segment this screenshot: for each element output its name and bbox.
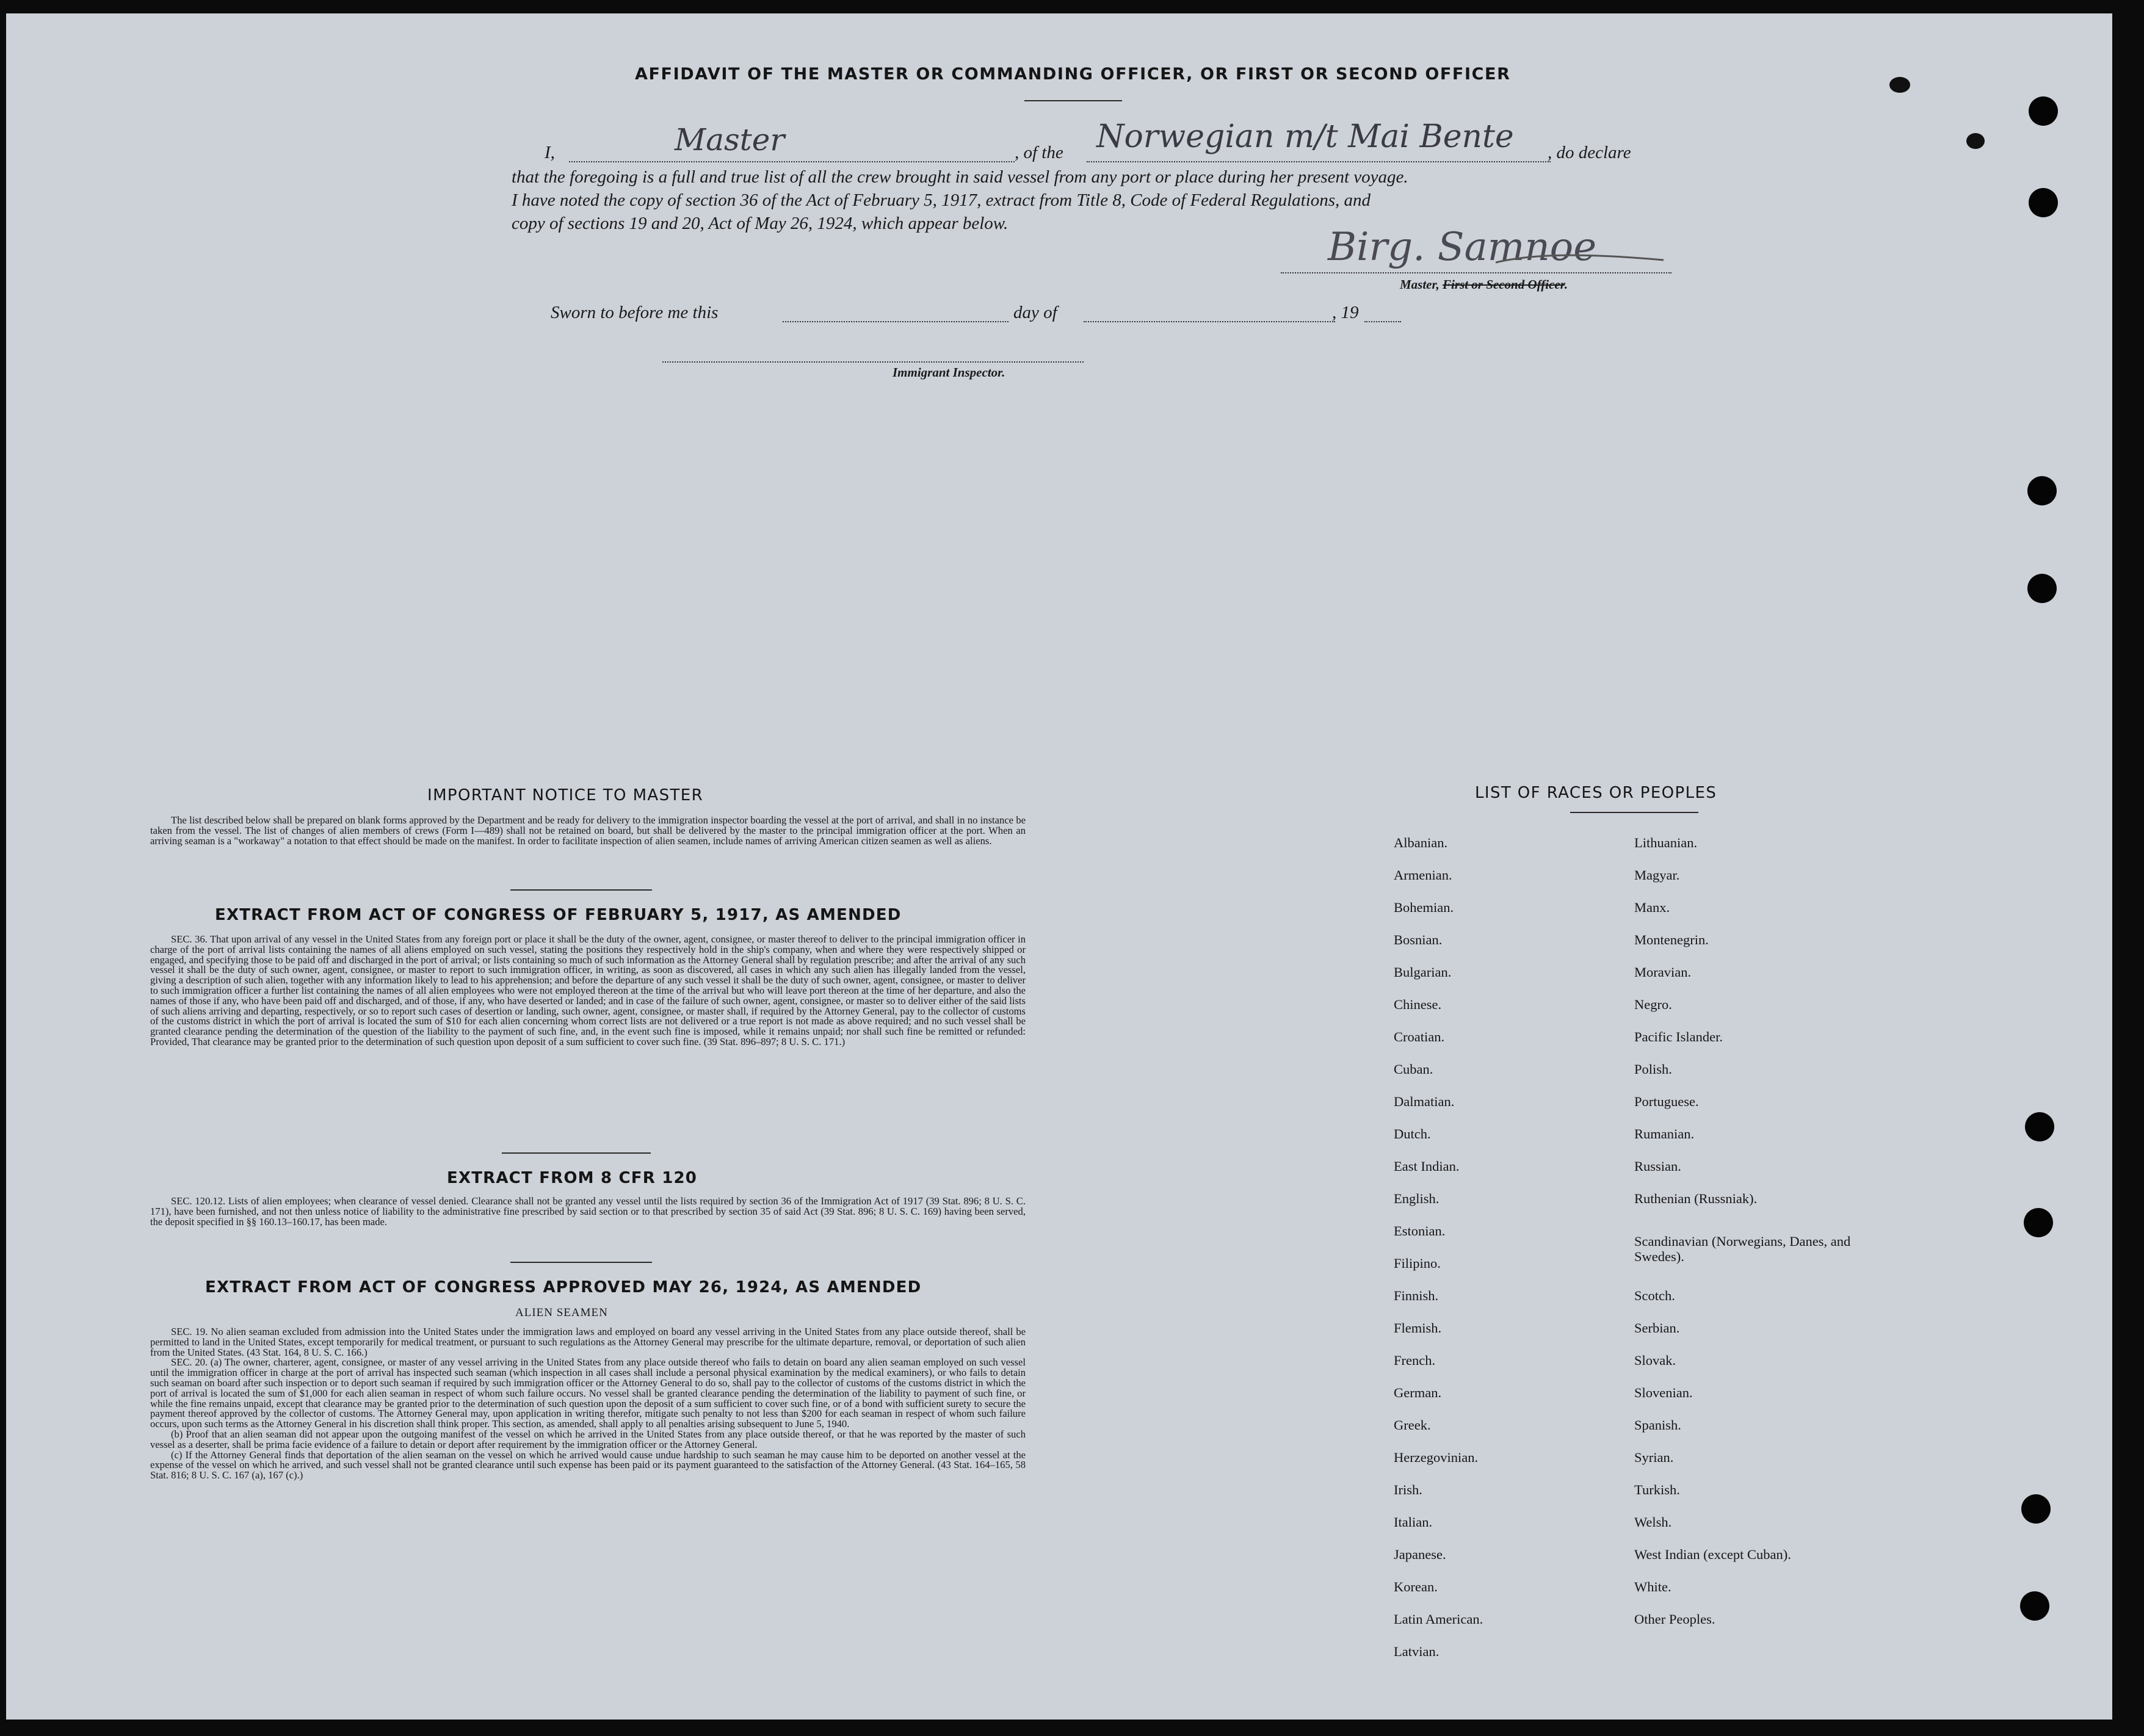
- race-item: Greek.: [1394, 1417, 1431, 1433]
- blank-sworn-day: [783, 321, 1009, 322]
- race-item: Croatian.: [1394, 1029, 1445, 1044]
- extract-cfr-body: [150, 1196, 1026, 1227]
- race-item: Korean.: [1394, 1579, 1438, 1594]
- race-item: Negro.: [1634, 997, 1672, 1012]
- signature: Birg. Samnoe: [1328, 225, 1597, 270]
- notice-body: [150, 816, 1026, 846]
- punch-hole: [2025, 1112, 2054, 1141]
- section-120-12-paragraph: SEC. 120.12. Lists of alien employees; when clearance of vessel denied. Clearance shall not be granted any vessel until the lists required by section 36 of the Immigration Act of 1917 (39 Stat. 896; 8 U. S. C. 171), have been furnished, and not then unless notice of liability to the administrative fine prescribed by said section or to that prescribed by section 35 of said Act (39 Stat. 896; 8 U. S. C. 169) having been served, the deposit specified in §§ 160.13–160.17, has been made.: [150, 1195, 1026, 1228]
- race-item: English.: [1394, 1191, 1440, 1206]
- notice-paragraph: The list described below shall be prepared on blank forms approved by the Department and be ready for delivery to the immigration inspector boarding the vessel at the port of arrival, and shall in no instance be taken from the vessel. The list of changes of alien members of crews (Form I—489) shall not be retained on board, but shall be delivered by the master to the principal immigration officer at the port. When an arriving seaman is a "workaway" a notation to that effect should be made on the manifest. In order to facilitate inspection of alien seamen, include names of arriving American citizen seamen as well as aliens.: [150, 814, 1026, 847]
- section-rule: [510, 889, 652, 891]
- race-item: Polish.: [1634, 1061, 1672, 1077]
- section-20a-paragraph: SEC. 20. (a) The owner, charterer, agent, consignee, or master of any vessel arriving in the United States from any place outside thereof who fails to detain on board any alien seaman employed on such vessel until the immigration officer in charge at the port of arrival has inspected such seaman (which inspection in all cases shall include a personal physical examination by the medical examiners), or who fails to detain such seaman on board after such inspection or to deport such seaman if required by such immigration officer or the Attorney General to do so, shall pay to the collector of customs of the customs district in which the port of arrival is located the sum of $1,000 for each alien seaman in respect of whom such failure occurs. No vessel shall be granted clearance pending the determination of the liability to payment of such fine, or while the fine remains unpaid, except that clearance may be granted prior to the determination of such question upon the deposit of a sum sufficient to cover such fine, or of a bond with sufficient surety to secure the payment thereof approved by the collector of customs. The Attorney General may, upon application in writing therefor, mitigate such penalty to not less than $200 for each seaman in respect of whom such failure occurs, upon such terms as the Attorney General in his discretion shall think proper. This section, as amended, shall apply to all penalties arising subsequent to June 5, 1940.: [150, 1356, 1026, 1430]
- sworn-year: , 19: [1332, 303, 1359, 322]
- race-item: Russian.: [1634, 1159, 1681, 1174]
- race-item: Pacific Islander.: [1634, 1029, 1723, 1044]
- blank-sworn-year: [1364, 321, 1401, 322]
- alien-seamen-subtitle: ALIEN SEAMEN: [515, 1306, 608, 1319]
- punch-hole: [2027, 476, 2057, 505]
- race-item: Scandinavian (Norwegians, Danes, and Swedes).: [1634, 1234, 1851, 1264]
- race-item: Portuguese.: [1634, 1094, 1699, 1109]
- caption-period: .: [1564, 277, 1568, 292]
- race-item: German.: [1394, 1385, 1442, 1400]
- ink-blot: [1966, 133, 1985, 149]
- race-item: Finnish.: [1394, 1288, 1439, 1303]
- punch-hole: [2029, 188, 2058, 217]
- race-item: Latvian.: [1394, 1644, 1440, 1659]
- sworn-day-of: day of: [1013, 303, 1057, 322]
- race-item: Bohemian.: [1394, 900, 1454, 915]
- race-item: Manx.: [1634, 900, 1670, 915]
- ink-blot: [1889, 77, 1910, 93]
- race-item: Slovenian.: [1634, 1385, 1693, 1400]
- blank-sworn-month: [1084, 321, 1335, 322]
- sworn-text: Sworn to before me this: [551, 303, 719, 322]
- signature-line: [1281, 272, 1671, 273]
- caption-master: Master,: [1400, 277, 1443, 292]
- race-item: Bosnian.: [1394, 932, 1443, 947]
- race-item: Ruthenian (Russniak).: [1634, 1191, 1758, 1206]
- race-item: West Indian (except Cuban).: [1634, 1547, 1791, 1562]
- notice-title: IMPORTANT NOTICE TO MASTER: [427, 786, 704, 805]
- race-item: Albanian.: [1394, 835, 1448, 850]
- race-item: Moravian.: [1634, 964, 1692, 980]
- race-item: East Indian.: [1394, 1159, 1460, 1174]
- race-item: Other Peoples.: [1634, 1611, 1715, 1627]
- decl-line-2: that the foregoing is a full and true list of all the crew brought in said vessel from any port or place during her present voyage.: [512, 167, 1408, 187]
- race-item: Japanese.: [1394, 1547, 1446, 1562]
- race-item: White.: [1634, 1579, 1671, 1594]
- extract-1924-title: EXTRACT FROM ACT OF CONGRESS APPROVED MAY 26, 1924, AS AMENDED: [205, 1278, 922, 1297]
- race-item: Italian.: [1394, 1514, 1433, 1530]
- race-item: Syrian.: [1634, 1450, 1674, 1465]
- punch-hole: [2024, 1208, 2053, 1237]
- race-item: Flemish.: [1394, 1320, 1442, 1336]
- punch-hole: [2020, 1591, 2049, 1621]
- section-19-paragraph: SEC. 19. No alien seaman excluded from admission into the United States under the immigration laws and employed on board any vessel arriving in the United States from any place outside thereof, shall be permitted to land in the United States, except temporarily for medical treatment, or pursuant to such regulations as the Attorney General may prescribe for the ultimate departure, removal, or deportation of such alien from the United States. (43 Stat. 164, 8 U. S. C. 166.): [150, 1326, 1026, 1358]
- race-item: Armenian.: [1394, 867, 1452, 883]
- race-item: Dutch.: [1394, 1126, 1431, 1141]
- decl-do-declare: , do declare: [1548, 143, 1631, 162]
- race-item: Bulgarian.: [1394, 964, 1452, 980]
- punch-hole: [2021, 1494, 2051, 1524]
- races-rule: [1570, 812, 1698, 813]
- race-item: French.: [1394, 1353, 1436, 1368]
- handwritten-rank: Master: [675, 122, 785, 157]
- handwritten-vessel: Norwegian m/t Mai Bente: [1096, 118, 1514, 155]
- inspector-caption: Immigrant Inspector.: [893, 365, 1005, 380]
- race-item: Scotch.: [1634, 1288, 1675, 1303]
- decl-line-4: copy of sections 19 and 20, Act of May 26, 1924, which appear below.: [512, 214, 1009, 233]
- signature-caption: [1400, 277, 1568, 292]
- section-20c-paragraph: (c) If the Attorney General finds that deportation of the alien seaman on the vessel on which he arrived would cause undue hardship to such seaman he may cause him to be deported on another vessel at the expense of the vessel on which he arrived, and such vessel shall not be granted clearance until such expense has been paid or its payment guaranteed to the satisfaction of the Attorney General. (43 Stat. 164–165, 58 Stat. 816; 8 U. S. C. 167 (a), 167 (c).): [150, 1448, 1026, 1481]
- signature-flourish: [1496, 251, 1667, 270]
- race-item: Slovak.: [1634, 1353, 1676, 1368]
- document-page: [6, 13, 2112, 1720]
- extract-1924-body: [150, 1327, 1026, 1481]
- extract-1917-title: EXTRACT FROM ACT OF CONGRESS OF FEBRUARY 5, 1917, AS AMENDED: [215, 906, 902, 924]
- race-item: Welsh.: [1634, 1514, 1672, 1530]
- inspector-line: [662, 361, 1084, 363]
- races-title: LIST OF RACES OR PEOPLES: [1475, 784, 1717, 802]
- punch-hole: [2027, 574, 2057, 603]
- race-item: Serbian.: [1634, 1320, 1680, 1336]
- title-rule: [1024, 100, 1122, 101]
- race-item: Herzegovinian.: [1394, 1450, 1479, 1465]
- caption-struck: First or Second Officer: [1443, 277, 1565, 292]
- race-item: Rumanian.: [1634, 1126, 1695, 1141]
- race-item: Latin American.: [1394, 1611, 1483, 1627]
- race-item: Lithuanian.: [1634, 835, 1698, 850]
- race-item: Montenegrin.: [1634, 932, 1709, 947]
- blank-rank: [569, 161, 1015, 162]
- race-item: Filipino.: [1394, 1256, 1441, 1271]
- race-item: Dalmatian.: [1394, 1094, 1455, 1109]
- section-rule: [510, 1262, 652, 1263]
- extract-cfr-title: EXTRACT FROM 8 CFR 120: [447, 1169, 698, 1187]
- decl-line-3: I have noted the copy of section 36 of the Act of February 5, 1917, extract from Title 8, Code of Federal Regulations, and: [512, 190, 1371, 210]
- race-item: Turkish.: [1634, 1482, 1680, 1497]
- race-item: Irish.: [1394, 1482, 1422, 1497]
- punch-hole: [2029, 96, 2058, 126]
- section-rule: [502, 1152, 651, 1154]
- decl-of-the: , of the: [1015, 143, 1063, 162]
- extract-1917-body: [150, 935, 1026, 1047]
- affidavit-title: AFFIDAVIT OF THE MASTER OR COMMANDING OFFICER, OR FIRST OR SECOND OFFICER: [635, 65, 1511, 84]
- blank-vessel: [1087, 161, 1551, 162]
- section-20b-paragraph: (b) Proof that an alien seaman did not appear upon the outgoing manifest of the vessel on which he arrived in the United States from any place outside thereof, or that he was reported by the master of such vessel as a deserter, shall be prima facie evidence of a failure to detain or deport after requirement by the immigration officer or the Attorney General.: [150, 1428, 1026, 1450]
- race-item: Estonian.: [1394, 1223, 1446, 1239]
- race-item: Spanish.: [1634, 1417, 1681, 1433]
- decl-i: I,: [545, 143, 555, 162]
- race-item: Chinese.: [1394, 997, 1442, 1012]
- race-item: Magyar.: [1634, 867, 1680, 883]
- section-36-paragraph: SEC. 36. That upon arrival of any vessel in the United States from any foreign port or place it shall be the duty of the owner, agent, consignee, or master thereof to deliver to the principal immigration officer in charge of the port of arrival lists containing the names of all aliens employed on such vessel, stating the positions they respectively hold in the ship's company, when and where they were respectively shipped or engaged, and specifying those to be paid off and discharged in the port of arrival; or lists containing so much of such information as the Attorney General shall by regulation prescribe; and after the arrival of any such vessel it shall be the duty of such owner, agent, consignee, or master to report to such immigration officer, in writing, as soon as discovered, all cases in which any such alien has illegally landed from the vessel, giving a description of such alien, together with any information likely to lead to his apprehension; and before the departure of any such vessel it shall be the duty of such owner, agent, consignee, or master to deliver to such immigration officer a further list containing the names of all alien employees who were not employed thereon at the time of the arrival but who will leave port thereon at the time of her departure, and also the names of those if any, who have been paid off and discharged, and of those, if any, who have deserted or landed; and in case of the failure of such owner, agent, consignee, or master so to deliver either of the said lists of such aliens arriving and departing, respectively, or so to report such cases of desertion or landing, such owner, agent, consignee, or master shall, if required by the Attorney General, pay to the collector of customs of the customs district in which the port of arrival is located the sum of $10 for each alien concerning whom correct lists are not delivered or a true report is not made as above required; and no such vessel shall be granted clearance pending the determination of the question of the liability to the payment of such fine, and, in the event such fine is imposed, while it remains unpaid; nor shall such fine be remitted or refunded: Provided, That clearance may be granted prior to the determination of such question upon deposit of a sum sufficient to cover such fine. (39 Stat. 896–897; 8 U. S. C. 171.): [150, 933, 1026, 1047]
- race-item: Cuban.: [1394, 1061, 1433, 1077]
